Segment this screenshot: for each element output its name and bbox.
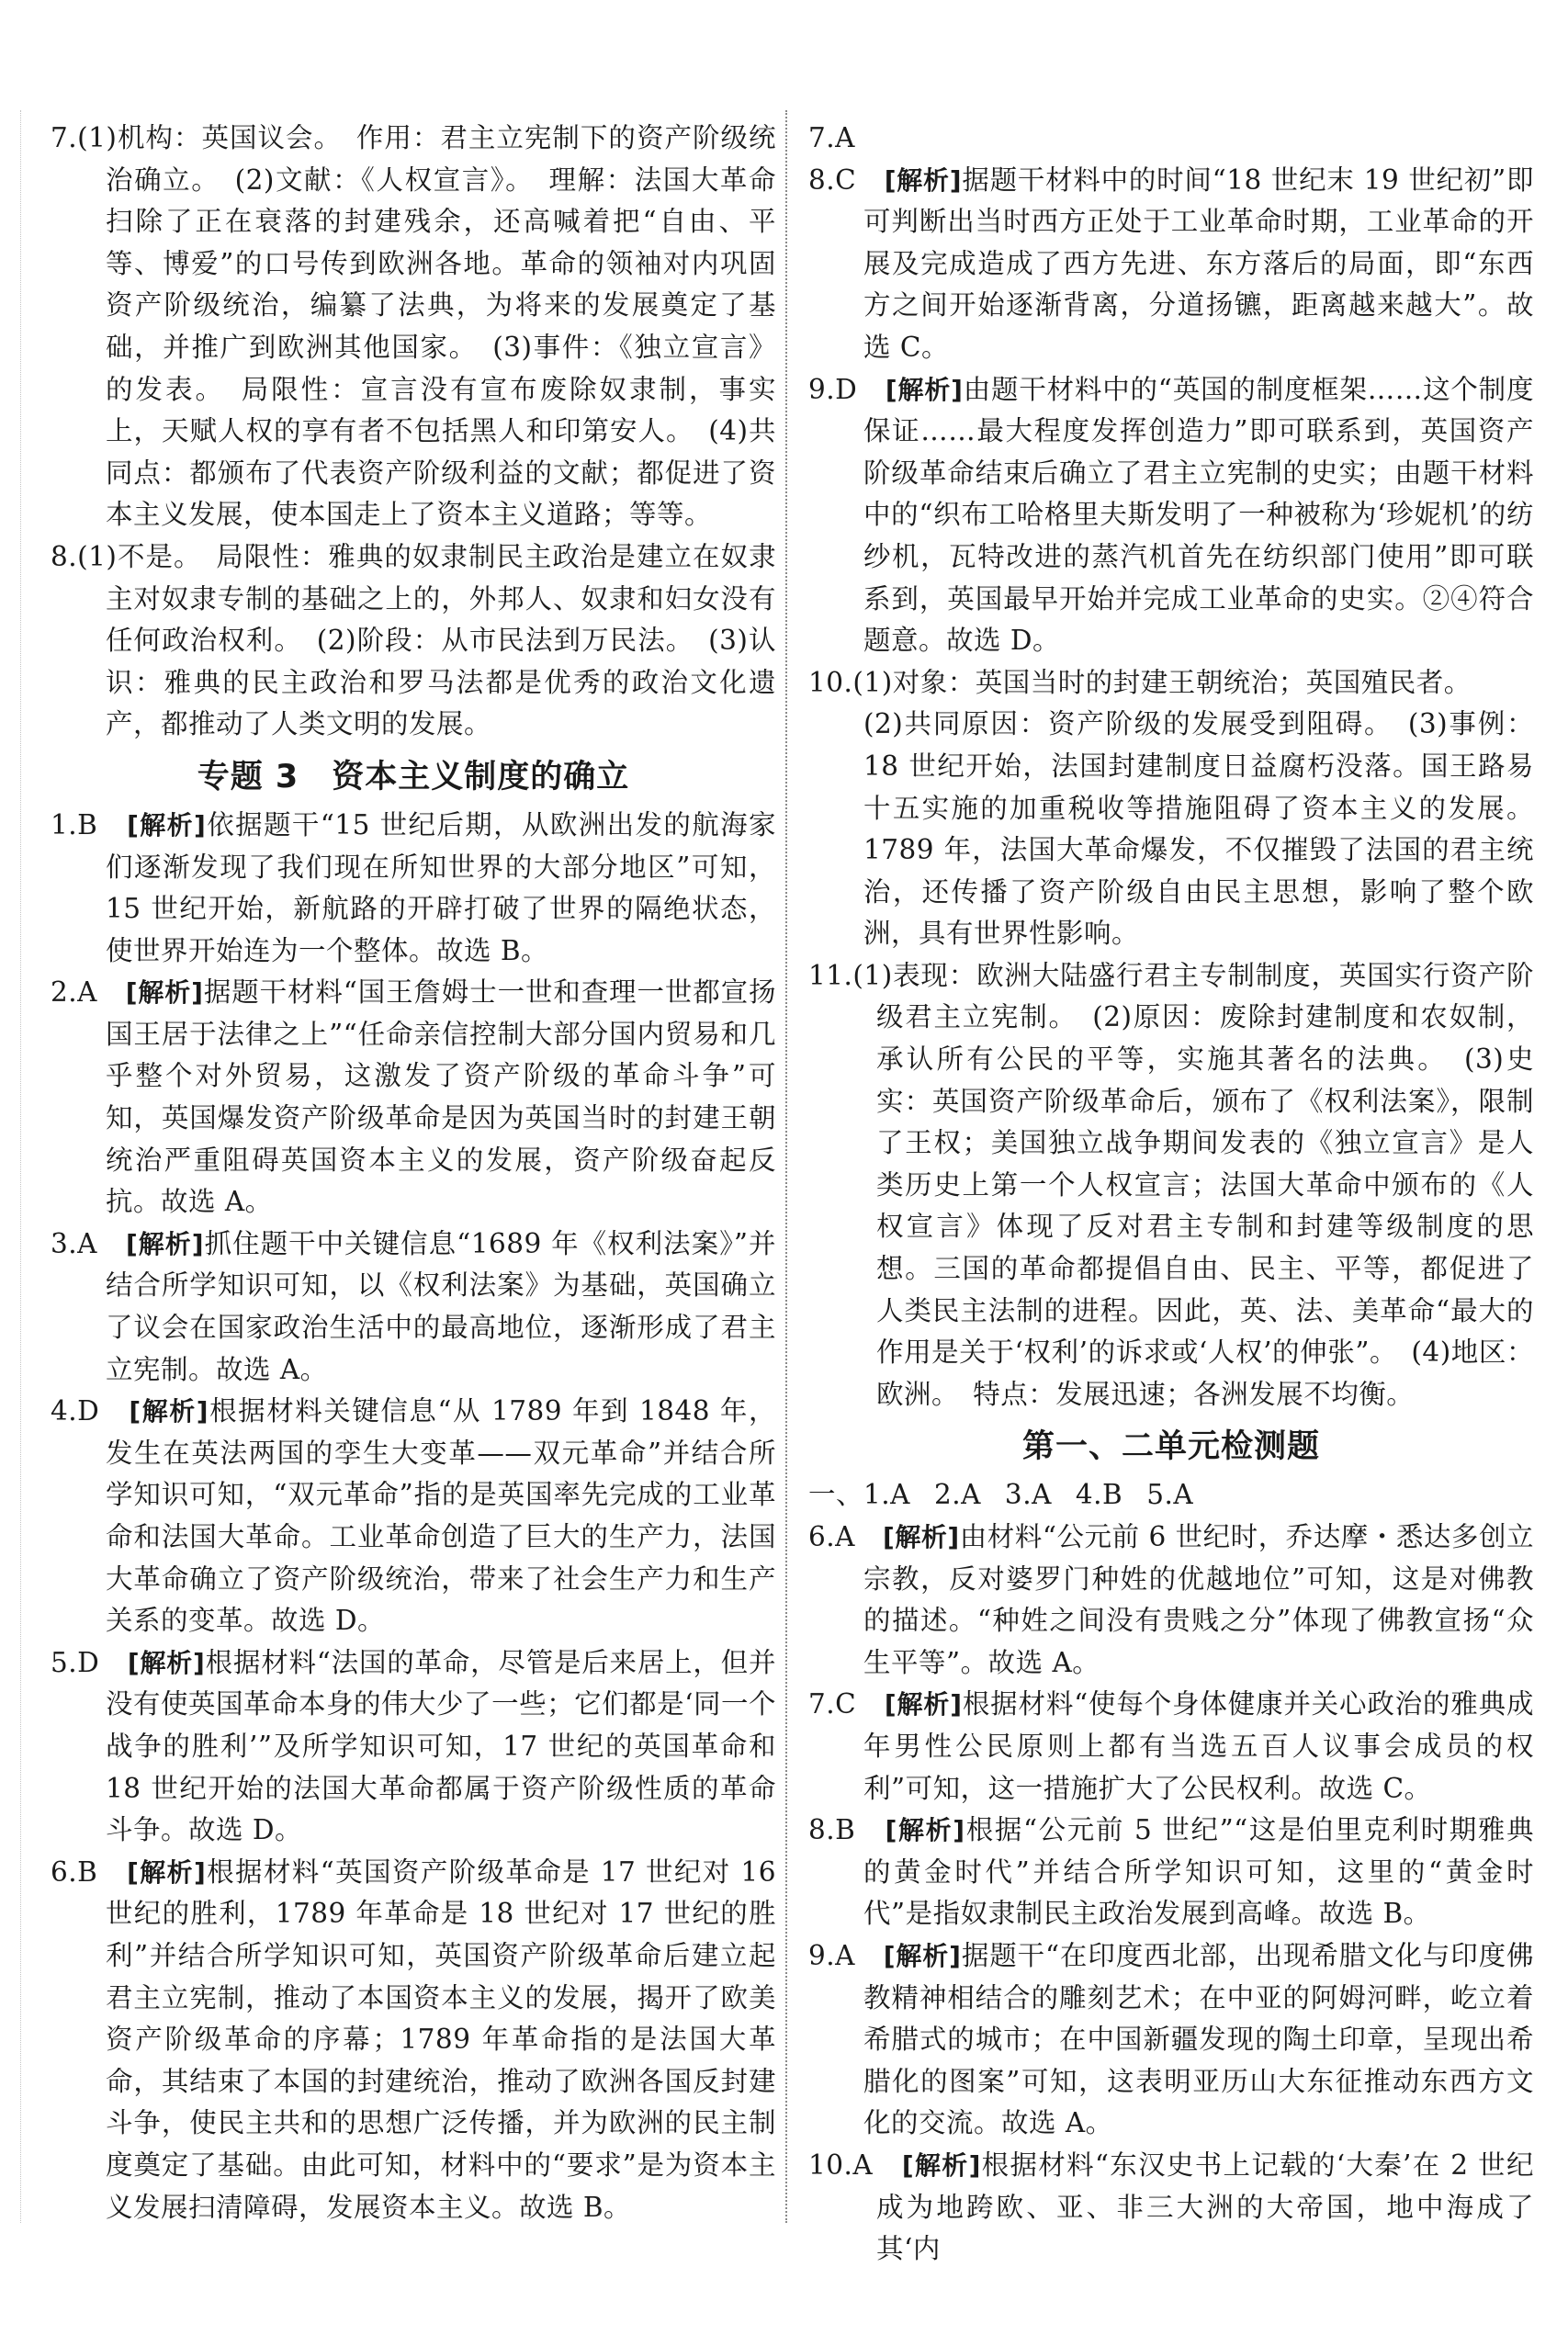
answer-item: 5.D [解析]根据材料“法国的革命，尽管是后来居上，但并没有使英国革命本身的伟大少了一些；它们都是‘同一个战争的胜利’”及所学知识可知，17 世纪的英国革命和 18 世纪开始的法国大革命都属于资产阶级性质的革命斗争。故选 D。 [51,1646,776,1846]
section-title: 专题 3 资本主义制度的确立 [197,758,630,795]
answer-item: 9.D [解析]由题干材料中的“英国的制度框架……这个制度保证……最大程度发挥创造力”即可联系到，英国资产阶级革命结束后确立了君主立宪制的史实；由题干材料中的“织布工哈格里夫斯发明了一种被称为‘珍妮机’的纺纱机，瓦特改进的蒸汽机首先在纺织部门使用”即可联系到，英国最早开始并完成工业革命的史实。②④符合题意。故选 D。 [808,373,1534,657]
answer-item: 6.B [解析]根据材料“英国资产阶级革命是 17 世纪对 16 世纪的胜利，1789 年革命是 18 世纪对 17 世纪的胜利”并结合所学知识可知，英国资产阶级革命后建立起君主立宪制，推动了本国资本主义的发展，揭开了欧美资产阶级革命的序幕；1789 年革命指的是法国大革命，其结束了本国的封建统治，推动了欧洲各国反封建斗争，使民主共和的思想广泛传播，并为欧洲的民主制度奠定了基础。由此可知，材料中的“要求”是为资本主义发展扫清障碍，发展资本主义。故选 B。 [51,1855,776,2223]
right-column [808,118,1534,2271]
answer-item: 8.(1)不是。 局限性：雅典的奴隶制民主政治是建立在奴隶主对奴隶专制的基础之上的，外邦人、奴隶和妇女没有任何政治权利。 (2)阶段：从市民法到万民法。 (3)认识：雅典的民主政治和罗马法都是优秀的政治文化遗产，都推动了人类文明的发展。 [51,540,776,740]
answer-item: 7.C [解析]根据材料“使每个身体健康并关心政治的雅典成年男性公民原则上都有当选五百人议事会成员的权利”可知，这一措施扩大了公民权利。故选 C。 [808,1688,1534,1804]
answer-item: 4.D [解析]根据材料关键信息“从 1789 年到 1848 年，发生在英法两国的孪生大变革——双元革命”并结合所学知识可知，“双元革命”指的是英国率先完成的工业革命和法国大革命。工业革命创造了巨大的生产力，法国大革命确立了资产阶级统治，带来了社会生产力和生产关系的变革。故选 D。 [51,1395,776,1637]
answer-item: 8.B [解析]根据“公元前 5 世纪”“这是伯里克利时期雅典的黄金时代”并结合所学知识可知，这里的“黄金时代”是指奴隶制民主政治发展到高峰。故选 B。 [808,1814,1534,1930]
answer-item: 7.(1)机构：英国议会。 作用：君主立宪制下的资产阶级统治确立。 (2)文献：《人权宣言》。 理解：法国大革命扫除了正在衰落的封建残余，还高喊着把“自由、平等、博爱”的口号传到欧洲各地。革命的领袖对内巩固资产阶级统治，编纂了法典，为将来的发展奠定了基础，并推广到欧洲其他国家。 (3)事件：《独立宣言》的发表。 局限性：宣言没有宣布废除奴隶制，事实上，天赋人权的享有者不包括黑人和印第安人。 (4)共同点：都颁布了代表资产阶级利益的文献；都促进了资本主义发展，使本国走上了资本主义道路；等等。 [51,122,776,531]
answer-item-continuation: (2)共同原因：资产阶级的发展受到阻碍。 (3)事例：18 世纪开始，法国封建制度日益腐朽没落。国王路易十五实施的加重税收等措施阻碍了资本主义的发展。1789 年，法国大革命爆发，不仅摧毁了法国的君主统治，还传播了资产阶级自由民主思想，影响了整个欧洲，具有世界性影响。 [863,708,1534,950]
answer-item: 3.A [解析]抓住题干中关键信息“1689 年《权利法案》”并结合所学知识可知，以《权利法案》为基础，英国确立了议会在国家政治生活中的最高地位，逐渐形成了君主立宪制。故选 A。 [51,1227,776,1385]
answer-item: 2.A [解析]据题干材料“国王詹姆士一世和查理一世都宣扬国王居于法律之上”“任命亲信控制大部分国内贸易和几乎整个对外贸易，这激发了资产阶级的革命斗争”可知，英国爆发资产阶级革命是因为英国当时的封建王朝统治严重阻碍英国资本主义的发展，资产阶级奋起反抗。故选 A。 [51,976,776,1218]
left-margin-rule [20,110,21,2223]
answer-item: 8.C [解析]据题干材料中的时间“18 世纪末 19 世纪初”即可判断出当时西方正处于工业革命时期，工业革命的开展及完成造成了西方先进、东方落后的局面，即“东西方之间开始逐渐背离，分道扬镳，距离越来越大”。故选 C。 [808,164,1534,363]
answer-item: 6.A [解析]由材料“公元前 6 世纪时，乔达摩・悉达多创立宗教，反对婆罗门种姓的优越地位”可知，这是对佛教的描述。“种姓之间没有贵贱之分”体现了佛教宣扬“众生平等”。故选 A。 [808,1521,1534,1678]
column-divider [785,110,787,2223]
answer-item: 10.(1)对象：英国当时的封建王朝统治；英国殖民者。 [808,666,1472,698]
answer-item: 7.A [808,122,855,153]
left-column [51,118,776,2228]
answer-item: 1.B [解析]依据题干“15 世纪后期，从欧洲出发的航海家们逐渐发现了我们现在所知世界的大部分地区”可知，15 世纪开始，新航路的开辟打破了世界的隔绝状态，使世界开始连为一个整体。故选 B。 [51,808,776,966]
unit-test-title: 第一、二单元检测题 [1021,1428,1320,1466]
answer-item: 11.(1)表现：欧洲大陆盛行君主专制制度，英国实行资产阶级君主立宪制。 (2)原因：废除封建制度和农奴制，承认所有公民的平等，实施其著名的法典。 (3)史实：英国资产阶级革命后，颁布了《权利法案》，限制了王权；美国独立战争期间发表的《独立宣言》是人类历史上第一个人权宣言；法国大革命中颁布的《人权宣言》体现了反对君主专制和封建等级制度的思想。三国的革命都提倡自由、民主、平等，都促进了人类民主法制的进程。因此，英、法、美革命“最大的作用是关于‘权利’的诉求或‘人权’的伸张”。 (4)地区：欧洲。 特点：发展迅速；各洲发展不均衡。 [808,959,1534,1410]
multiple-choice-answers: 一、1.A 2.A 3.A 4.B 5.A [808,1479,1194,1511]
answer-item: 9.A [解析]据题干“在印度西北部，出现希腊文化与印度佛教精神相结合的雕刻艺术；在中亚的阿姆河畔，屹立着希腊式的城市；在中国新疆发现的陶土印章，呈现出希腊化的图案”可知，这表明亚历山大东征推动东西方文化的交流。故选 A。 [808,1939,1534,2139]
answer-item: 10.A [解析]根据材料“东汉史书上记载的‘大秦’在 2 世纪成为地跨欧、亚、非三大洲的大帝国，地中海成了其‘内 [808,2149,1534,2265]
